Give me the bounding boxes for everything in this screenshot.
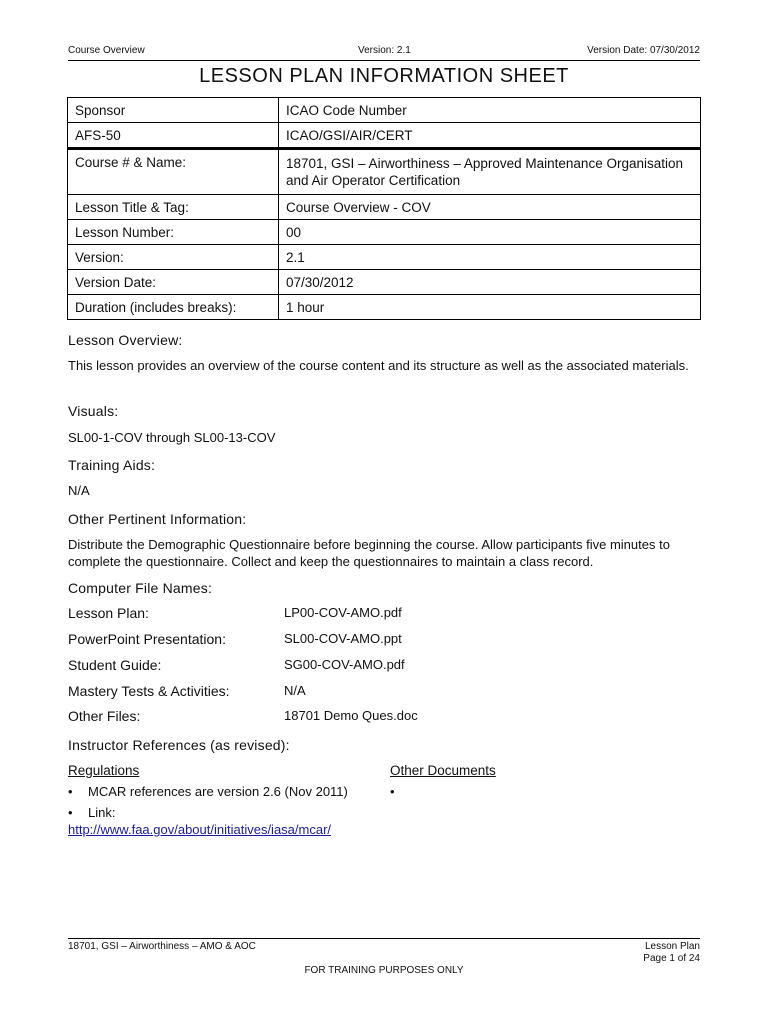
- table-cell-key: Duration (includes breaks):: [68, 295, 279, 320]
- header-version-date: Version Date: 07/30/2012: [587, 45, 700, 56]
- regulation-item: Link:: [88, 805, 116, 820]
- file-value: N/A: [284, 683, 306, 698]
- table-cell-value: ICAO/GSI/AIR/CERT: [279, 123, 701, 149]
- file-label: PowerPoint Presentation:: [68, 631, 226, 647]
- lesson-info-table: [67, 97, 701, 320]
- table-row: [68, 123, 701, 149]
- table-cell-key: Version Date:: [68, 270, 279, 295]
- instructor-references-heading: Instructor References (as revised):: [68, 737, 290, 753]
- file-label: Student Guide:: [68, 657, 162, 673]
- table-cell-value: ICAO Code Number: [279, 98, 701, 123]
- page-header: [68, 45, 700, 60]
- table-row: [68, 149, 701, 195]
- file-value: LP00-COV-AMO.pdf: [284, 605, 402, 620]
- training-aids-heading: Training Aids:: [68, 457, 156, 473]
- table-row: [68, 245, 701, 270]
- header-course: Course Overview: [68, 45, 145, 56]
- mcar-link-row: [68, 821, 708, 838]
- visuals-text: SL00-1-COV through SL00-13-COV: [68, 430, 276, 445]
- table-row: [68, 98, 701, 123]
- table-cell-value: 00: [279, 220, 701, 245]
- table-cell-key: Sponsor: [68, 98, 279, 123]
- table-cell-key: Course # & Name:: [68, 149, 279, 195]
- table-cell-value: 07/30/2012: [279, 270, 701, 295]
- header-version: Version: 2.1: [358, 45, 411, 56]
- footer-document-type: Lesson Plan: [644, 941, 700, 952]
- file-label: Mastery Tests & Activities:: [68, 683, 230, 699]
- file-label: Other Files:: [68, 708, 141, 724]
- computer-files-heading: Computer File Names:: [68, 580, 213, 596]
- table-cell-key: Version:: [68, 245, 279, 270]
- file-value: SG00-COV-AMO.pdf: [284, 657, 405, 672]
- regulation-bullet-1: [68, 783, 708, 800]
- bullet-icon: •: [390, 784, 395, 799]
- table-cell-key: Lesson Title & Tag:: [68, 195, 279, 220]
- bullet-icon: •: [68, 805, 73, 820]
- regulation-bullet-2: [68, 804, 708, 821]
- table-cell-value: 1 hour: [279, 295, 701, 320]
- file-value: 18701 Demo Ques.doc: [284, 708, 418, 723]
- table-cell-key: Lesson Number:: [68, 220, 279, 245]
- table-row: [68, 195, 701, 220]
- table-cell-key: AFS-50: [68, 123, 279, 149]
- page-title: LESSON PLAN INFORMATION SHEET: [199, 65, 569, 87]
- bullet-icon: •: [68, 784, 73, 799]
- table-cell-value: 2.1: [279, 245, 701, 270]
- footer-training-notice: FOR TRAINING PURPOSES ONLY: [304, 965, 464, 976]
- file-label: Lesson Plan:: [68, 605, 149, 621]
- other-info-heading: Other Pertinent Information:: [68, 511, 247, 527]
- footer-page-number: Page 1 of 24: [643, 953, 700, 964]
- header-rule: [68, 60, 700, 61]
- table-row: [68, 270, 701, 295]
- regulation-item: MCAR references are version 2.6 (Nov 2011): [88, 784, 348, 799]
- mcar-link[interactable]: http://www.faa.gov/about/initiatives/iasa/mcar/: [68, 822, 332, 837]
- table-row: [68, 220, 701, 245]
- other-info-text: Distribute the Demographic Questionnaire before beginning the course. Allow participants five minutes to complete the questionnaire. Collect and keep the questionnaires to maintain a class record.: [68, 537, 670, 569]
- other-documents-label: Other Documents: [390, 763, 496, 778]
- table-row: [68, 295, 701, 320]
- footer-rule: [68, 938, 700, 939]
- file-value: SL00-COV-AMO.ppt: [284, 631, 402, 646]
- table-cell-value: Course Overview - COV: [279, 195, 701, 220]
- footer-course: 18701, GSI – Airworthiness – AMO & AOC: [68, 941, 256, 952]
- table-cell-value: 18701, GSI – Airworthiness – Approved Maintenance Organisation and Air Operator Certification: [279, 149, 701, 195]
- lesson-overview-text: This lesson provides an overview of the course content and its structure as well as the associated materials.: [68, 358, 689, 373]
- regulations-label: Regulations: [68, 763, 140, 778]
- visuals-heading: Visuals:: [68, 403, 119, 419]
- lesson-overview-heading: Lesson Overview:: [68, 332, 183, 348]
- other-documents-bullet: [390, 783, 490, 800]
- training-aids-text: N/A: [68, 483, 90, 498]
